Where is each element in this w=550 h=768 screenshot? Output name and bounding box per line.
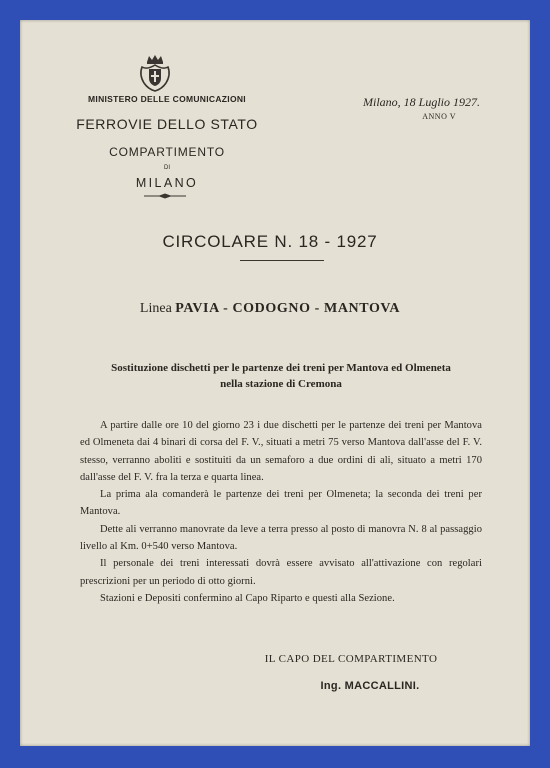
document-date: Milano, 18 Luglio 1927. xyxy=(362,95,480,109)
title-divider xyxy=(240,260,324,261)
line-heading xyxy=(100,301,440,317)
body-paragraph: A partire dalle ore 10 del giorno 23 i due dischetti per le partenze dei treni per Mantova ed Olmeneta dai 4 binari di corsa del F. V., situati a metri 75 verso Mantova dall'asse del F. V. stesso, verranno aboliti e sostituiti da un semaforo a due ordini di ali, situato a metri 170 dall'asse del F. V. fra la terza e quarta linea. xyxy=(80,420,482,483)
ministry-name: MINISTERO DELLE COMUNICAZIONI xyxy=(88,94,246,104)
line-name: PAVIA - CODOGNO - MANTOVA xyxy=(175,301,401,316)
department-label: COMPARTIMENTO xyxy=(109,145,225,159)
subject-heading xyxy=(76,360,486,392)
circular-title: CIRCOLARE N. 18 - 1927 xyxy=(162,232,378,251)
coat-of-arms-icon xyxy=(138,53,172,93)
body-paragraph: La prima ala comanderà le partenze dei treni per Olmeneta; la seconda dei treni per Mantova. xyxy=(80,489,482,518)
fascist-year: ANNO V xyxy=(422,112,456,121)
di-label: DI xyxy=(164,165,170,171)
body-paragraph: Stazioni e Depositi confermino al Capo Riparto e questi alla Sezione. xyxy=(100,592,395,604)
document-page xyxy=(20,20,530,746)
subject-line: Sostituzione dischetti per le partenze dei treni per Mantova ed Olmeneta xyxy=(111,362,451,374)
subject-line: nella stazione di Cremona xyxy=(220,378,342,390)
circular-body xyxy=(80,417,482,607)
railway-name: FERROVIE DELLO STATO xyxy=(76,116,258,132)
body-paragraph: Dette ali verranno manovrate da leve a terra presso al posto di manovra N. 8 al passaggio livello al Km. 0+540 verso Mantova. xyxy=(80,523,482,553)
signatory-name: Ing. MACCALLINI. xyxy=(320,680,420,692)
line-prefix: Linea xyxy=(139,301,172,316)
body-paragraph: Il personale dei treni interessati dovrà essere avvisato all'attivazione con regolari prescrizioni per un periodo di otto giorni. xyxy=(80,558,482,587)
signatory-title: IL CAPO DEL COMPARTIMENTO xyxy=(264,653,438,665)
department-city: MILANO xyxy=(135,176,199,190)
ornament-rule-icon xyxy=(142,193,188,199)
